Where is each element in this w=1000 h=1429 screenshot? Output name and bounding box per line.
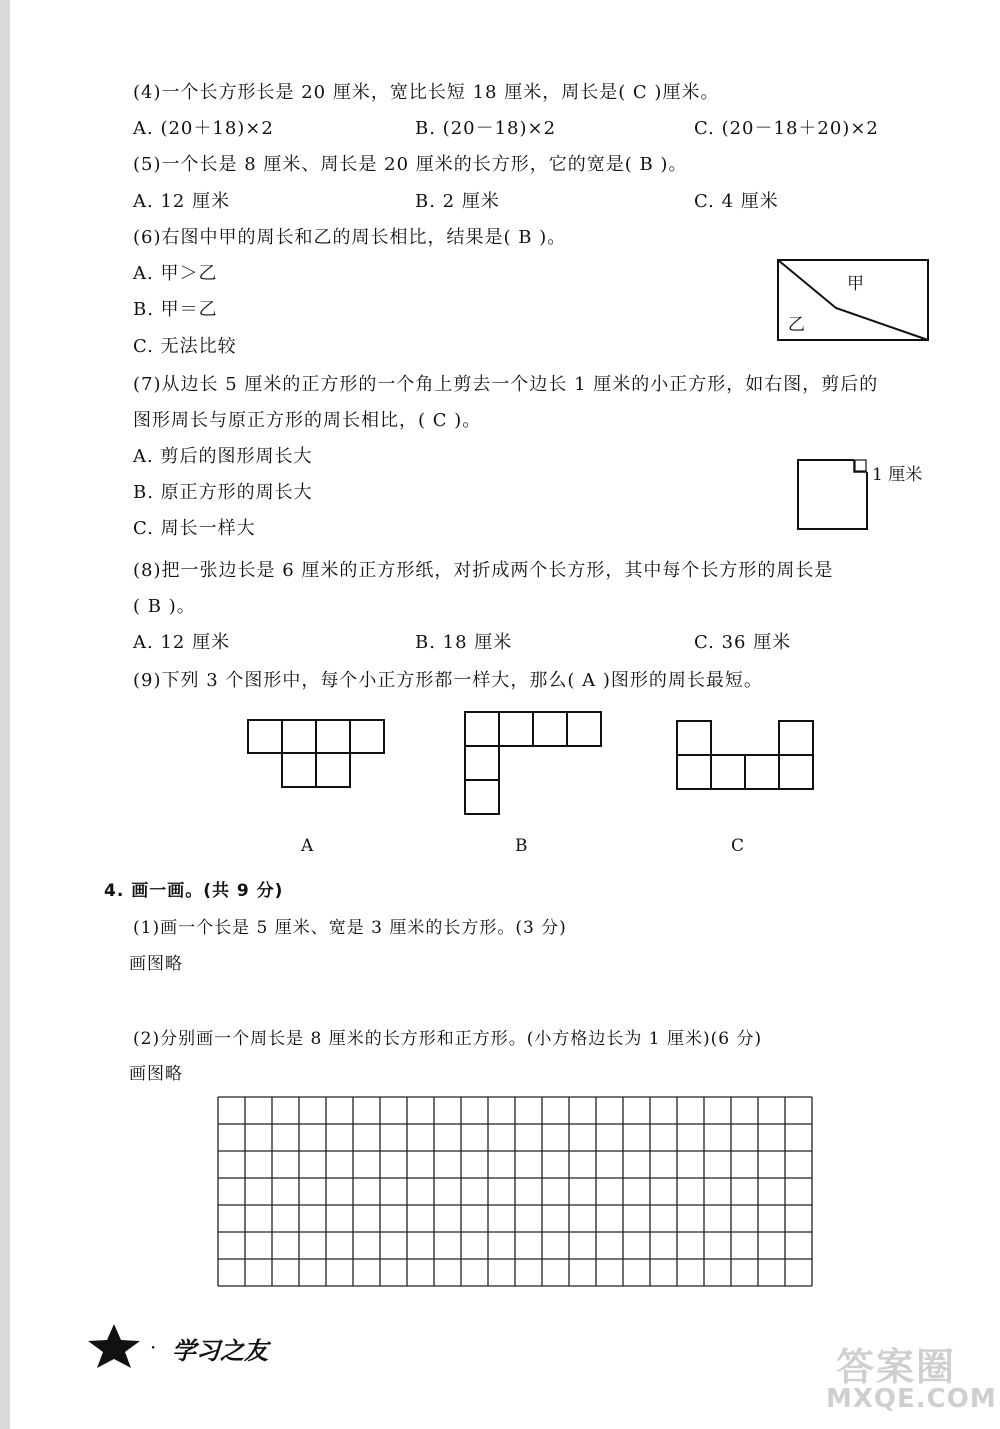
section4-part2: (2)分别画一个周长是 8 厘米的长方形和正方形。(小方格边长为 1 厘米)(6 分)	[133, 1029, 763, 1049]
q7-figure-label: 1 厘米	[872, 465, 923, 485]
page-edge-shadow	[0, 0, 10, 1429]
q7-stem-line2: 图形周长与原正方形的周长相比，( C )。	[133, 410, 482, 431]
q6-label-yi: 乙	[788, 315, 805, 335]
watermark-url: MXQE.COM	[826, 1384, 997, 1414]
q7-cut-square-figure	[796, 458, 872, 532]
q9-shape-b	[463, 710, 605, 816]
q7-option-c: C. 周长一样大	[133, 518, 256, 539]
q6-option-c: C. 无法比较	[133, 336, 237, 357]
watermark-text: 答案圈	[836, 1345, 957, 1389]
q9-label-c: C	[731, 836, 745, 856]
q8-stem-line1: (8)把一张边长是 6 厘米的正方形纸，对折成两个长方形，其中每个长方形的周长是	[133, 560, 834, 581]
q8-option-c: C. 36 厘米	[694, 632, 792, 653]
q4-option-c: C. (20－18＋20)×2	[694, 118, 879, 139]
footer-dot: ·	[150, 1335, 157, 1359]
q5-stem: (5)一个长是 8 厘米、周长是 20 厘米的长方形，它的宽是( B )。	[133, 154, 688, 175]
q9-label-b: B	[515, 836, 528, 856]
star-icon	[84, 1322, 144, 1370]
q9-label-a: A	[301, 836, 314, 856]
q9-shape-c	[675, 719, 815, 791]
q8-option-b: B. 18 厘米	[415, 632, 513, 653]
q5-option-b: B. 2 厘米	[415, 191, 500, 212]
section4-part2-answer: 画图略	[129, 1064, 183, 1084]
q7-stem-line1: (7)从边长 5 厘米的正方形的一个角上剪去一个边长 1 厘米的小正方形，如右图，剪后的	[133, 374, 879, 395]
q9-shape-a	[246, 718, 386, 790]
q6-option-b: B. 甲＝乙	[133, 299, 218, 320]
q6-stem: (6)右图中甲的周长和乙的周长相比，结果是( B )。	[133, 227, 567, 248]
footer-brand: 学习之友	[172, 1337, 268, 1365]
q6-option-a: A. 甲＞乙	[133, 263, 218, 284]
q6-rectangle-figure	[776, 258, 930, 342]
section4-part1: (1)画一个长是 5 厘米、宽是 3 厘米的长方形。(3 分)	[133, 918, 567, 938]
q9-stem: (9)下列 3 个图形中，每个小正方形都一样大，那么( A )图形的周长最短。	[133, 670, 763, 691]
drawing-grid[interactable]	[217, 1096, 815, 1288]
q5-option-c: C. 4 厘米	[694, 191, 779, 212]
q5-option-a: A. 12 厘米	[133, 191, 231, 212]
q4-option-b: B. (20－18)×2	[415, 118, 557, 139]
q4-option-a: A. (20＋18)×2	[133, 118, 274, 139]
q8-option-a: A. 12 厘米	[133, 632, 231, 653]
section4-title: 4. 画一画。(共 9 分)	[104, 881, 284, 901]
q4-stem: (4)一个长方形长是 20 厘米，宽比长短 18 厘米，周长是( C )厘米。	[133, 82, 720, 103]
q7-option-a: A. 剪后的图形周长大	[133, 446, 313, 467]
q7-option-b: B. 原正方形的周长大	[133, 482, 313, 503]
section4-part1-answer: 画图略	[129, 954, 183, 974]
q6-label-jia: 甲	[847, 274, 864, 294]
q8-stem-line2: ( B )。	[133, 596, 196, 617]
